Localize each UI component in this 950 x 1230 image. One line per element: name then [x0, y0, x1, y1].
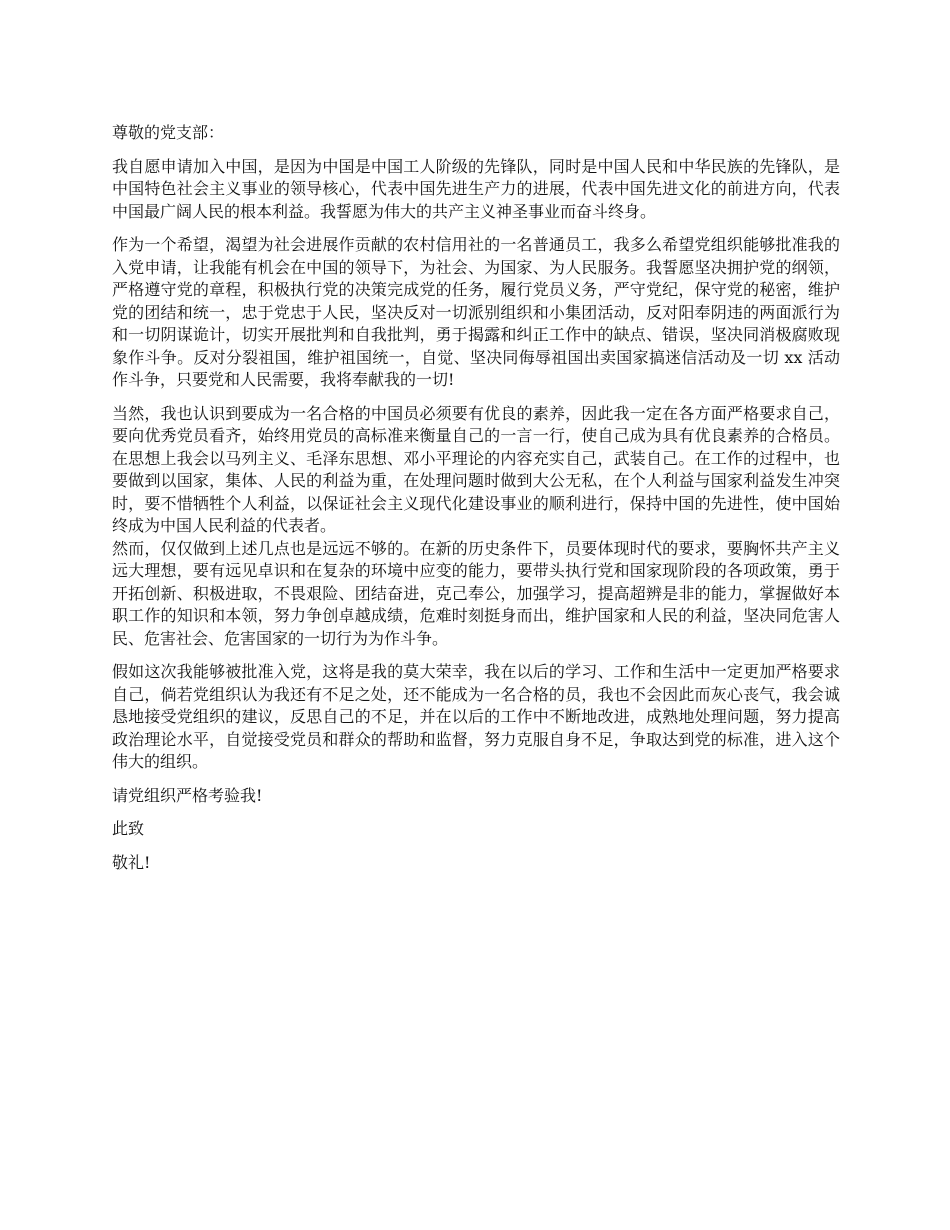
paragraph-1: 我自愿申请加入中国，是因为中国是中国工人阶级的先锋队，同时是中国人民和中华民族的先锋队，是中国特色社会主义事业的领导核心，代表中国先进生产力的进展，代表中国先进文化的前进方向，代表中国最广阔人民的根本利益。我誓愿为伟大的共产主义神圣事业而奋斗终身。	[112, 156, 840, 221]
closing-request: 请党组织严格考验我!	[112, 785, 263, 805]
paragraph-3: 当然，我也认识到要成为一名合格的中国员必须要有优良的素养，因此我一定在各方面严格要求自己，要向优秀党员看齐，始终用党员的高标准来衡量自己的一言一行，使自己成为具有优良素养的合格员。在思想上我会以马列主义、毛泽东思想、邓小平理论的内容充实自己，武装自己。在工作的过程中，也要做到以国家，集体、人民的利益为重，在处理问题时做到大公无私，在个人利益与国家利益发生冲突时，要不惜牺牲个人利益，以保证社会主义现代化建设事业的顺利进行，保持中国的先进性，使中国始终成为中国人民利益的代表者。	[112, 403, 840, 535]
closing-line-2: 敬礼!	[112, 852, 151, 872]
letter-body	[112, 122, 840, 874]
closing-line-1: 此致	[112, 819, 145, 838]
letter-salutation: 尊敬的党支部：	[112, 123, 225, 142]
paragraph-4: 然而，仅仅做到上述几点也是远远不够的。在新的历史条件下，员要体现时代的要求，要胸怀共产主义远大理想，要有远见卓识和在复杂的环境中应变的能力，要带头执行党和国家现阶段的各项政策，勇于开拓创新、积极进取，不畏艰险、团结奋进，克己奉公，加强学习，提高超辨是非的能力，掌握做好本职工作的知识和本领，努力争创卓越成绩，危难时刻挺身而出，维护国家和人民的利益，坚决同危害人民、危害社会、危害国家的一切行为为作斗争。	[112, 538, 840, 648]
paragraph-2: 作为一个希望，渴望为社会进展作贡献的农村信用社的一名普通员工，我多么希望党组织能够批准我的入党申请，让我能有机会在中国的领导下，为社会、为国家、为人民服务。我誓愿坚决拥护党的纲领，严格遵守党的章程，积极执行党的决策完成党的任务，履行党员义务，严守党纪，保守党的秘密，维护党的团结和统一，忠于党忠于人民，坚决反对一切派别组织和小集团活动，反对阳奉阴违的两面派行为和一切阴谋诡计，切实开展批判和自我批判，勇于揭露和纠正工作中的缺点、错误，坚决同消极腐败现象作斗争。反对分裂祖国，维护祖国统一，自觉、坚决同侮辱祖国出卖国家搞迷信活动及一切 xx 活动作斗争，只要党和人民需要，我将奉献我的一切!	[112, 235, 840, 389]
paragraph-5: 假如这次我能够被批准入党，这将是我的莫大荣幸，我在以后的学习、工作和生活中一定更加严格要求自己，倘若党组织认为我还有不足之处，还不能成为一名合格的员，我也不会因此而灰心丧气，我会诚恳地接受党组织的建议，反思自己的不足，并在以后的工作中不断地改进，成熟地处理问题，努力提高政治理论水平，自觉接受党员和群众的帮助和监督，努力克服自身不足，争取达到党的标准，进入这个伟大的组织。	[112, 662, 840, 771]
